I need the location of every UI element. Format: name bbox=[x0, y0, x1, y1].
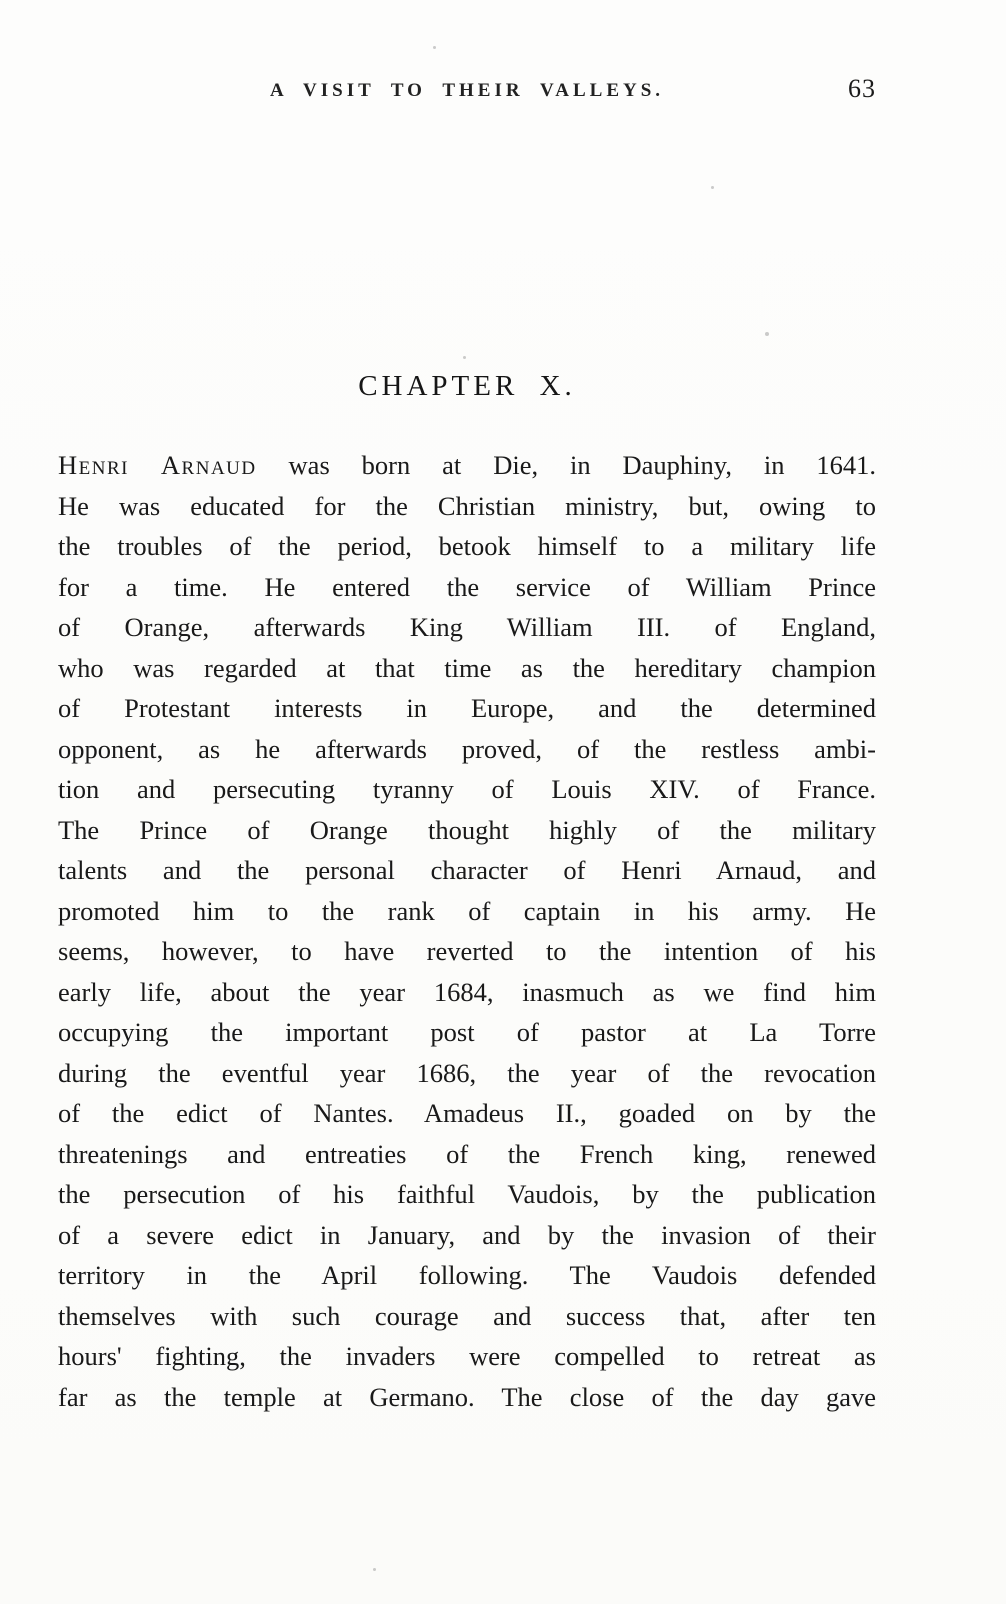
paragraph-line: the persecution of his faithful Vaudois, by the publication bbox=[58, 1179, 876, 1209]
scan-speck bbox=[373, 1568, 376, 1571]
scan-speck bbox=[711, 186, 714, 189]
paragraph-line: seems, however, to have reverted to the intention of his bbox=[58, 936, 876, 966]
paragraph-line: of the edict of Nantes. Amadeus II., goaded on by the bbox=[58, 1098, 876, 1128]
scan-speck bbox=[433, 46, 436, 49]
scan-speck bbox=[463, 356, 466, 359]
paragraph-line: tion and persecuting tyranny of Louis XIV. of France. bbox=[58, 774, 876, 804]
scan-speck bbox=[765, 332, 769, 336]
paragraph-line-first bbox=[58, 445, 876, 486]
paragraph-line: themselves with such courage and success that, after ten bbox=[58, 1300, 876, 1331]
paragraph-line: far as the temple at Germano. The close of the day gave bbox=[58, 1381, 876, 1412]
paragraph-line: territory in the April following. The Vaudois defended bbox=[58, 1260, 876, 1290]
page-header bbox=[58, 74, 876, 112]
paragraph-line: during the eventful year 1686, the year of the revocation bbox=[58, 1057, 876, 1088]
paragraph-line: opponent, as he afterwards proved, of the restless ambi- bbox=[58, 733, 876, 764]
paragraph-line: the troubles of the period, betook himself to a military life bbox=[58, 531, 876, 561]
page-number: 63 bbox=[848, 74, 876, 103]
paragraph-line: for a time. He entered the service of William Prince bbox=[58, 571, 876, 602]
paragraph-line: The Prince of Orange thought highly of the military bbox=[58, 814, 876, 845]
paragraph-line: of Orange, afterwards King William III. of England, bbox=[58, 612, 876, 642]
paragraph-lines bbox=[58, 486, 876, 1418]
body-text bbox=[58, 445, 876, 1417]
lead-author-name: Henri Arnaud bbox=[58, 450, 257, 480]
chapter-heading: CHAPTER X. bbox=[358, 370, 576, 402]
paragraph-line: of a severe edict in January, and by the invasion of their bbox=[58, 1219, 876, 1250]
paragraph-line: of Protestant interests in Europe, and the determined bbox=[58, 693, 876, 723]
paragraph-line: early life, about the year 1684, inasmuch as we find him bbox=[58, 976, 876, 1007]
paragraph-line: hours' fighting, the invaders were compelled to retreat as bbox=[58, 1341, 876, 1371]
paragraph-line: promoted him to the rank of captain in his army. He bbox=[58, 895, 876, 926]
paragraph-line: He was educated for the Christian ministry, but, owing to bbox=[58, 490, 876, 521]
first-line-rest: was born at Die, in Dauphiny, in 1641. bbox=[288, 450, 877, 480]
paragraph-line: threatenings and entreaties of the French king, renewed bbox=[58, 1138, 876, 1169]
paragraph-line: occupying the important post of pastor at La Torre bbox=[58, 1017, 876, 1047]
paragraph-line: talents and the personal character of Henri Arnaud, and bbox=[58, 855, 876, 885]
running-title: A VISIT TO THEIR VALLEYS. bbox=[269, 80, 665, 101]
paragraph-line: who was regarded at that time as the hereditary champion bbox=[58, 652, 876, 683]
